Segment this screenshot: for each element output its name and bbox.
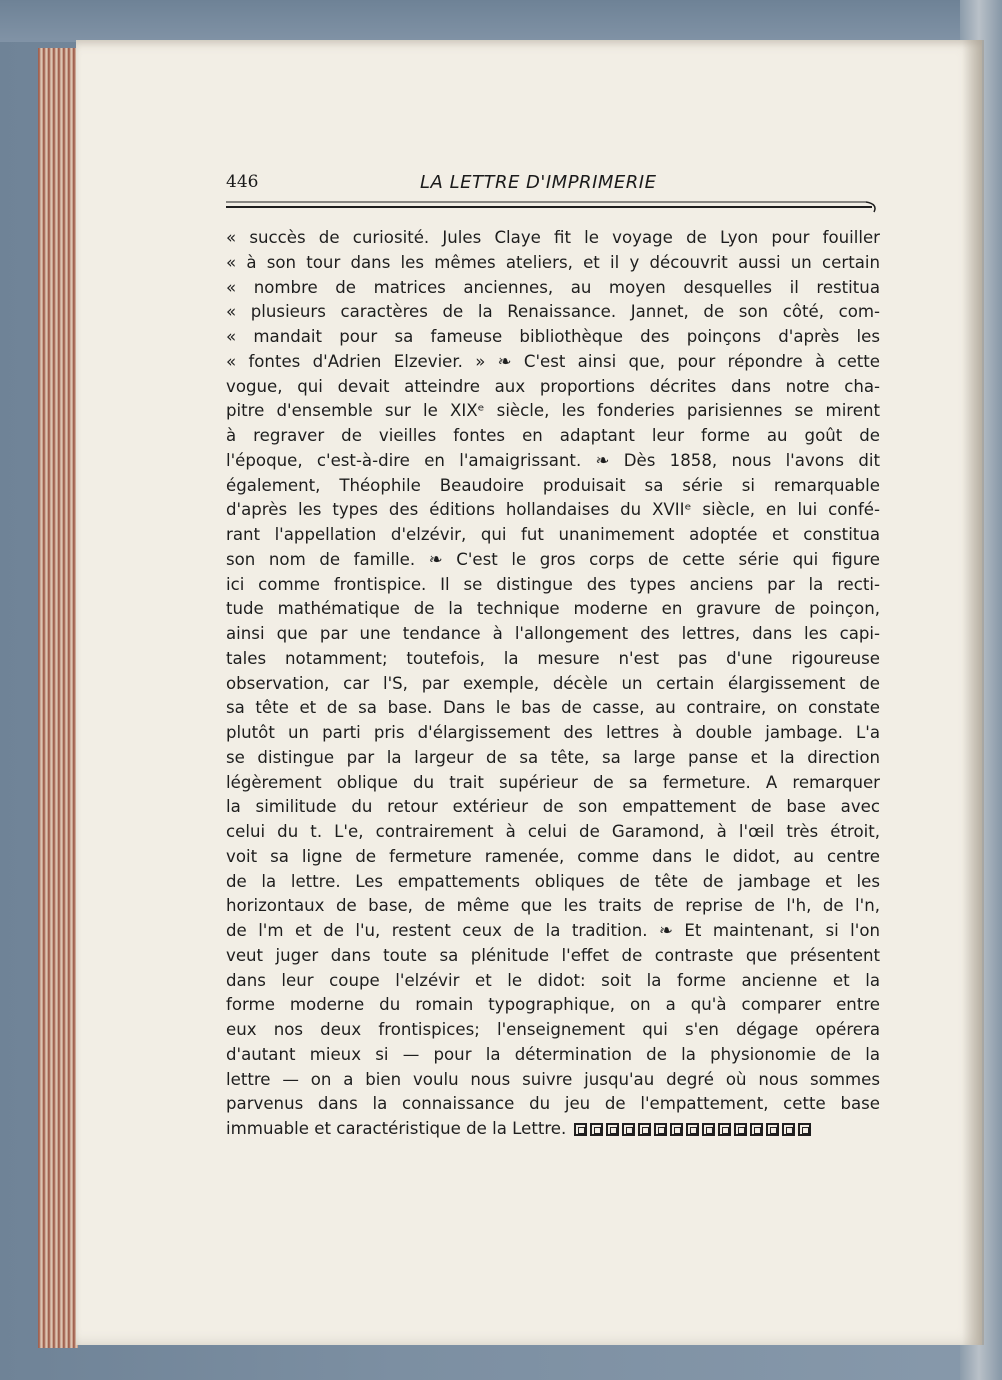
page-edges: [38, 48, 78, 1348]
fleuron-icon: [574, 1123, 587, 1136]
text-line: veut juger dans toute sa plénitude l'effet de contraste que présentent: [226, 945, 880, 965]
fleuron-icon: [606, 1123, 619, 1136]
fleuron-icon: [750, 1123, 763, 1136]
text-line: lettre — on a bien voulu nous suivre jusqu'au degré où nous sommes: [226, 1069, 880, 1089]
text-line: légèrement oblique du trait supérieur de sa fermeture. A remarquer: [226, 772, 880, 792]
fleuron-icon: [622, 1123, 635, 1136]
text-line: son nom de famille. ❧ C'est le gros corps de cette série qui figure: [226, 549, 880, 569]
text-line: de l'm et de l'u, restent ceux de la tradition. ❧ Et maintenant, si l'on: [226, 921, 880, 940]
text-line: forme moderne du romain typographique, on a qu'à comparer entre: [226, 995, 880, 1015]
header-rule: [226, 200, 878, 214]
running-title: LA LETTRE D'IMPRIMERIE: [420, 172, 657, 193]
fleuron-icon: [766, 1123, 779, 1136]
fleuron-icon: [654, 1123, 667, 1136]
text-line: l'époque, c'est-à-dire en l'amaigrissant. ❧ Dès 1858, nous l'avons dit: [226, 450, 880, 470]
text-line: observation, car l'S, par exemple, décèle un certain élargissement de: [226, 673, 880, 693]
gutter-shadow: [962, 40, 984, 1345]
text-line: se distingue par la largeur de sa tête, sa large panse et la direction: [226, 747, 880, 767]
fleuron-icon: [590, 1123, 603, 1136]
book-cover-top-edge: [0, 0, 1002, 42]
ornament-row: [574, 1117, 814, 1142]
fleuron-icon: [718, 1123, 731, 1136]
text-line: ici comme frontispice. Il se distingue des types anciens par la recti-: [226, 574, 880, 594]
text-line: tude mathématique de la technique moderne en gravure de poinçon,: [226, 599, 880, 619]
text-line: plutôt un parti pris d'élargissement des lettres à double jambage. L'a: [226, 723, 880, 742]
fleuron-icon: [670, 1123, 683, 1136]
fleuron-icon: [686, 1123, 699, 1136]
text-line: horizontaux de base, de même que les traits de reprise de l'h, de l'n,: [226, 896, 880, 916]
text-line: « succès de curiosité. Jules Claye fit le voyage de Lyon pour fouiller: [226, 228, 880, 247]
text-line-final: [226, 1117, 880, 1142]
fleuron-icon: [702, 1123, 715, 1136]
text-line: de la lettre. Les empattements obliques de tête de jambage et les: [226, 871, 880, 891]
text-line: d'autant mieux si — pour la détermination de la physionomie de la: [226, 1044, 880, 1064]
text-line: pitre d'ensemble sur le XIXᵉ siècle, les fonderies parisiennes se mirent: [226, 401, 880, 421]
text-line: la similitude du retour extérieur de son empattement de base avec: [226, 797, 880, 817]
text-line: dans leur coupe l'elzévir et le didot: soit la forme ancienne et la: [226, 970, 880, 990]
text-line: « plusieurs caractères de la Renaissance. Jannet, de son côté, com-: [226, 302, 880, 322]
fleuron-icon: [782, 1123, 795, 1136]
text-line: « fontes d'Adrien Elzevier. » ❧ C'est ainsi que, pour répondre à cette: [226, 351, 880, 371]
text-line: sa tête et de sa base. Dans le bas de casse, au contraire, on constate: [226, 698, 880, 718]
text-line: « mandait pour sa fameuse bibliothèque des poinçons d'après les: [226, 327, 880, 346]
fleuron-icon: [734, 1123, 747, 1136]
text-line: d'après les types des éditions hollandaises du XVIIᵉ siècle, en lui confé-: [226, 500, 880, 520]
page-number: 446: [226, 172, 259, 192]
text-line: vogue, qui devait atteindre aux proportions décrites dans notre cha-: [226, 376, 880, 396]
text-line: parvenus dans la connaissance du jeu de l'empattement, cette base: [226, 1094, 880, 1114]
text-line: celui du t. L'e, contrairement à celui de Garamond, à l'œil très étroit,: [226, 822, 880, 841]
text-line: tales notamment; toutefois, la mesure n'est pas d'une rigoureuse: [226, 648, 880, 668]
page-header: [226, 170, 878, 198]
text-line: « à son tour dans les mêmes ateliers, et il y découvrit aussi un certain: [226, 252, 880, 272]
text-line: également, Théophile Beaudoire produisait sa série si remarquable: [226, 475, 880, 495]
body-text: [226, 226, 880, 1142]
fleuron-icon: [638, 1123, 651, 1136]
text-line: « nombre de matrices anciennes, au moyen desquelles il restitua: [226, 277, 880, 297]
fleuron-icon: [798, 1123, 811, 1136]
text-line: à regraver de vieilles fontes en adaptant leur forme au goût de: [226, 426, 880, 445]
final-line-text: immuable et caractéristique de la Lettre.: [226, 1119, 567, 1138]
text-line: voit sa ligne de fermeture ramenée, comme dans le didot, au centre: [226, 846, 880, 866]
text-line: rant l'appellation d'elzévir, qui fut unanimement adoptée et constitua: [226, 525, 880, 544]
text-line: ainsi que par une tendance à l'allongement des lettres, dans les capi-: [226, 624, 880, 643]
text-line: eux nos deux frontispices; l'enseignement qui s'en dégage opérera: [226, 1020, 880, 1039]
